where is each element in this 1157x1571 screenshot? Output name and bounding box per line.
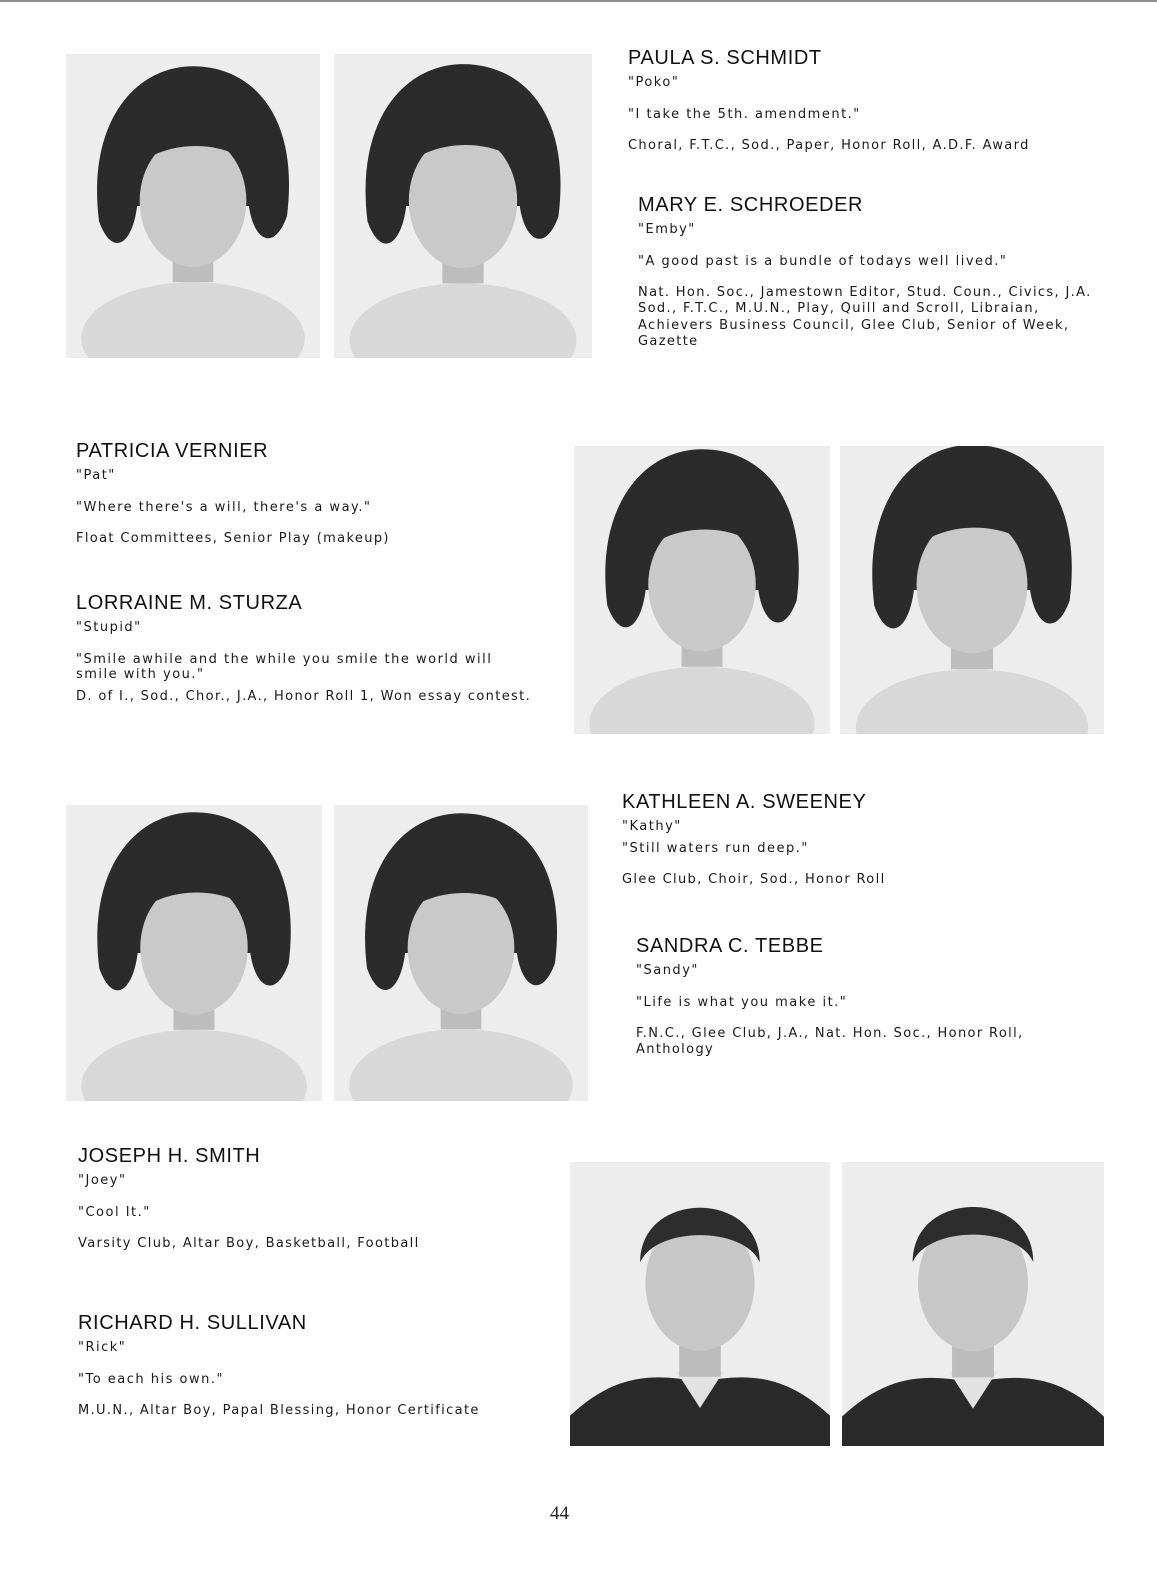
student-name: RICHARD H. SULLIVAN [78,1312,307,1334]
student-nickname: "Rick" [78,1340,127,1355]
student-activities: D. of I., Sod., Chor., J.A., Honor Roll 1, Won essay contest. [76,688,532,704]
entry-lorraine-sturza [76,593,536,705]
student-quote: "To each his own." [78,1371,224,1387]
student-name: KATHLEEN A. SWEENEY [622,791,867,813]
student-activities: F.N.C., Glee Club, J.A., Nat. Hon. Soc., Honor Roll, Anthology [636,1026,1024,1058]
student-nickname: "Joey" [78,1173,127,1188]
entry-patricia-vernier [76,441,536,547]
entry-paula-schmidt [628,48,1108,154]
page-number: 44 [550,1503,569,1524]
top-rule [0,0,1157,2]
student-quote: "Cool It." [78,1204,151,1220]
student-activities: Choral, F.T.C., Sod., Paper, Honor Roll, A.D.F. Award [628,138,1030,154]
student-activities: Float Committees, Senior Play (makeup) [76,531,390,547]
student-quote: "Life is what you make it." [636,994,848,1010]
student-quote: "Still waters run deep." [622,840,809,856]
portrait-patricia-vernier [574,446,830,734]
portrait-mary-schroeder [334,54,592,358]
student-nickname: "Kathy" [622,819,682,834]
student-name: PATRICIA VERNIER [76,440,269,462]
student-activities: Glee Club, Choir, Sod., Honor Roll [622,872,886,888]
student-activities: Varsity Club, Altar Boy, Basketball, Football [78,1236,420,1252]
student-quote: "A good past is a bundle of todays well lived." [638,253,1008,269]
portrait-sandra-tebbe [334,805,588,1101]
student-nickname: "Poko" [628,75,680,90]
student-nickname: "Pat" [76,468,116,483]
student-activities: M.U.N., Altar Boy, Papal Blessing, Honor Certificate [78,1403,480,1419]
student-quote: "Where there's a will, there's a way." [76,499,372,515]
student-name: PAULA S. SCHMIDT [628,47,822,69]
student-name: JOSEPH H. SMITH [78,1145,261,1167]
student-nickname: "Emby" [638,222,696,237]
student-nickname: "Stupid" [76,620,142,635]
portrait-richard-sullivan [842,1162,1104,1446]
student-name: MARY E. SCHROEDER [638,194,864,216]
student-name: SANDRA C. TEBBE [636,935,824,957]
student-quote: "I take the 5th. amendment." [628,106,861,122]
entry-kathleen-sweeney [622,792,1102,888]
student-quote: "Smile awhile and the while you smile the world will smile with you." [76,651,493,683]
portrait-kathleen-sweeney [66,805,322,1101]
entry-richard-sullivan [78,1313,548,1419]
entry-joseph-smith [78,1146,538,1252]
student-nickname: "Sandy" [636,963,699,978]
entry-sandra-tebbe [636,936,1096,1059]
portrait-lorraine-sturza [840,446,1104,734]
entry-mary-schroeder [638,195,1108,350]
portrait-joseph-smith [570,1162,830,1446]
portrait-paula-schmidt [66,54,320,358]
student-name: LORRAINE M. STURZA [76,592,303,614]
student-activities: Nat. Hon. Soc., Jamestown Editor, Stud. Coun., Civics, J.A. Sod., F.T.C., M.U.N., Play, Quill and Scroll, Libraian, Achievers Business Council, Glee Club, Senior of Week, Gazette [638,285,1092,349]
